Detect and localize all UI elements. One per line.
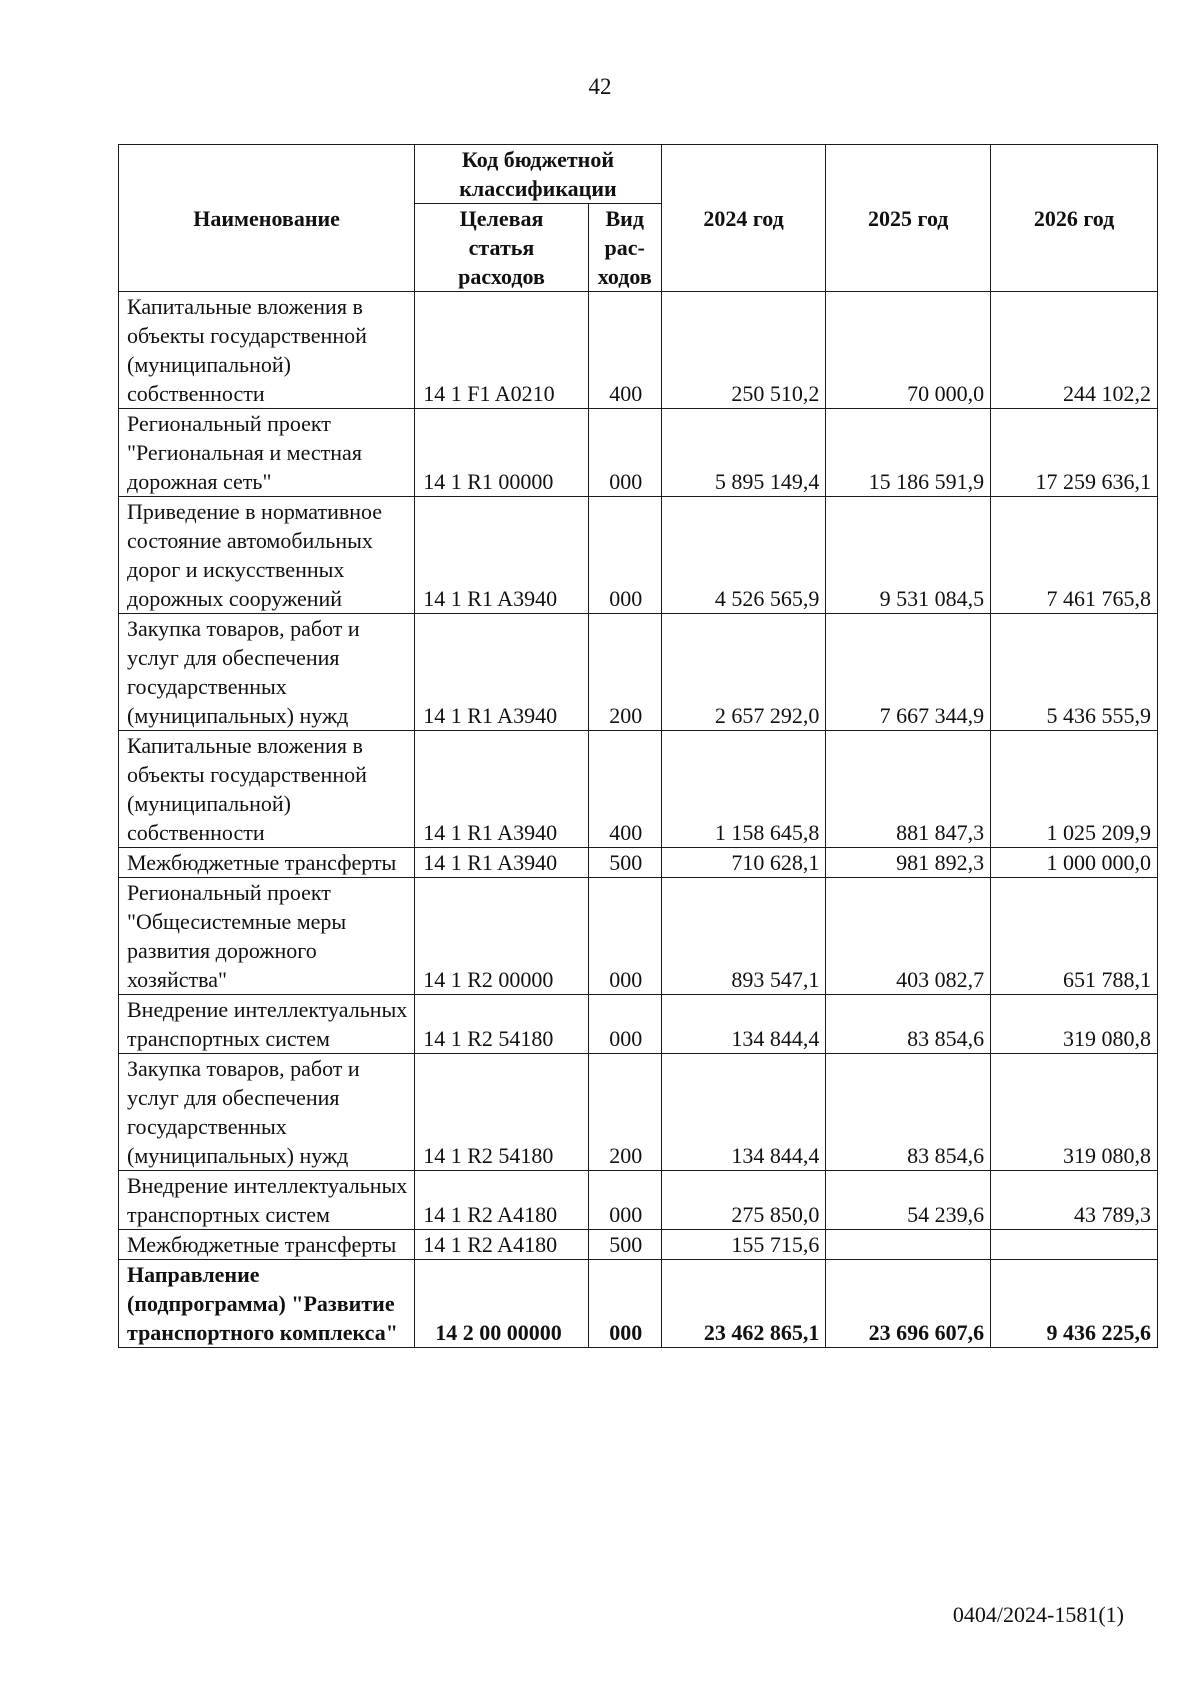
row-expense-type: 400 [588, 731, 661, 848]
table-row [119, 497, 1158, 614]
row-name: Региональный проект "Общесистемные меры развития дорожного хозяйства" [119, 878, 415, 995]
row-value-2025: 83 854,6 [826, 995, 991, 1054]
row-value-2025 [826, 1230, 991, 1260]
row-value-2026: 7 461 765,8 [991, 497, 1158, 614]
row-name: Внедрение интеллектуальных транспортных систем [119, 995, 415, 1054]
row-value-2024: 2 657 292,0 [661, 614, 826, 731]
row-target-article: 14 1 R2 00000 [415, 878, 589, 995]
row-expense-type: 200 [588, 614, 661, 731]
row-expense-type: 200 [588, 1054, 661, 1171]
row-name: Приведение в нормативное состояние автомобильных дорог и искусственных дорожных сооружений [119, 497, 415, 614]
row-expense-type: 500 [588, 1230, 661, 1260]
row-expense-type: 000 [588, 497, 661, 614]
row-target-article: 14 1 R1 00000 [415, 409, 589, 497]
table-row [119, 1230, 1158, 1260]
table-row [119, 614, 1158, 731]
table-row [119, 731, 1158, 848]
row-target-article: 14 1 F1 A0210 [415, 292, 589, 409]
row-value-2026: 651 788,1 [991, 878, 1158, 995]
row-value-2026: 1 025 209,9 [991, 731, 1158, 848]
row-value-2024: 893 547,1 [661, 878, 826, 995]
row-value-2026: 9 436 225,6 [991, 1260, 1158, 1348]
budget-table [118, 144, 1158, 1348]
document-id: 0404/2024-1581(1) [952, 1602, 1124, 1627]
row-value-2024: 23 462 865,1 [661, 1260, 826, 1348]
row-value-2026: 5 436 555,9 [991, 614, 1158, 731]
row-value-2025: 9 531 084,5 [826, 497, 991, 614]
row-value-2024: 155 715,6 [661, 1230, 826, 1260]
row-value-2025: 70 000,0 [826, 292, 991, 409]
table-row [119, 878, 1158, 995]
row-name: Региональный проект "Региональная и местная дорожная сеть" [119, 409, 415, 497]
row-target-article: 14 1 R1 A3940 [415, 497, 589, 614]
row-value-2026 [991, 1230, 1158, 1260]
row-value-2024: 710 628,1 [661, 848, 826, 878]
table-row [119, 292, 1158, 409]
row-value-2026: 319 080,8 [991, 995, 1158, 1054]
table-row [119, 1054, 1158, 1171]
row-target-article: 14 1 R2 54180 [415, 995, 589, 1054]
row-expense-type: 400 [588, 292, 661, 409]
row-value-2026: 319 080,8 [991, 1054, 1158, 1171]
row-value-2026: 1 000 000,0 [991, 848, 1158, 878]
row-expense-type: 000 [588, 995, 661, 1054]
row-target-article: 14 1 R2 A4180 [415, 1230, 589, 1260]
row-value-2025: 7 667 344,9 [826, 614, 991, 731]
row-value-2024: 5 895 149,4 [661, 409, 826, 497]
row-target-article: 14 1 R1 A3940 [415, 731, 589, 848]
table-row [119, 1260, 1158, 1348]
row-value-2024: 250 510,2 [661, 292, 826, 409]
header-name: Наименование [119, 145, 415, 292]
table-row [119, 409, 1158, 497]
row-value-2025: 15 186 591,9 [826, 409, 991, 497]
page-number: 42 [588, 74, 612, 99]
row-name: Капитальные вложения в объекты государственной (муниципальной) собственности [119, 731, 415, 848]
header-expense-type: Вид рас-ходов [588, 204, 661, 292]
row-expense-type: 000 [588, 878, 661, 995]
row-target-article: 14 1 R2 54180 [415, 1054, 589, 1171]
row-value-2025: 23 696 607,6 [826, 1260, 991, 1348]
row-value-2025: 54 239,6 [826, 1171, 991, 1230]
row-expense-type: 000 [588, 1171, 661, 1230]
header-year-2026: 2026 год [991, 145, 1158, 292]
row-target-article: 14 1 R1 A3940 [415, 848, 589, 878]
row-value-2025: 981 892,3 [826, 848, 991, 878]
header-year-2025: 2025 год [826, 145, 991, 292]
row-value-2025: 403 082,7 [826, 878, 991, 995]
table-body [119, 292, 1158, 1348]
row-target-article: 14 1 R2 A4180 [415, 1171, 589, 1230]
row-target-article: 14 1 R1 A3940 [415, 614, 589, 731]
row-name: Капитальные вложения в объекты государственной (муниципальной) собственности [119, 292, 415, 409]
row-expense-type: 000 [588, 409, 661, 497]
header-year-2024: 2024 год [661, 145, 826, 292]
row-name: Направление (подпрограмма) "Развитие транспортного комплекса" [119, 1260, 415, 1348]
row-value-2024: 134 844,4 [661, 1054, 826, 1171]
row-value-2024: 134 844,4 [661, 995, 826, 1054]
header-budget-code: Код бюджетной классификации [415, 145, 661, 204]
row-value-2026: 43 789,3 [991, 1171, 1158, 1230]
row-value-2026: 244 102,2 [991, 292, 1158, 409]
row-expense-type: 000 [588, 1260, 661, 1348]
table-row [119, 1171, 1158, 1230]
header-target-article: Целевая статья расходов [415, 204, 589, 292]
row-name: Внедрение интеллектуальных транспортных систем [119, 1171, 415, 1230]
row-value-2024: 1 158 645,8 [661, 731, 826, 848]
row-expense-type: 500 [588, 848, 661, 878]
table-row [119, 848, 1158, 878]
table-row [119, 995, 1158, 1054]
row-name: Межбюджетные трансферты [119, 1230, 415, 1260]
row-name: Закупка товаров, работ и услуг для обеспечения государственных (муниципальных) нужд [119, 614, 415, 731]
row-name: Закупка товаров, работ и услуг для обеспечения государственных (муниципальных) нужд [119, 1054, 415, 1171]
table-header [119, 145, 1158, 292]
row-target-article: 14 2 00 00000 [415, 1260, 589, 1348]
row-value-2024: 275 850,0 [661, 1171, 826, 1230]
row-value-2026: 17 259 636,1 [991, 409, 1158, 497]
row-value-2024: 4 526 565,9 [661, 497, 826, 614]
row-value-2025: 83 854,6 [826, 1054, 991, 1171]
row-value-2025: 881 847,3 [826, 731, 991, 848]
row-name: Межбюджетные трансферты [119, 848, 415, 878]
